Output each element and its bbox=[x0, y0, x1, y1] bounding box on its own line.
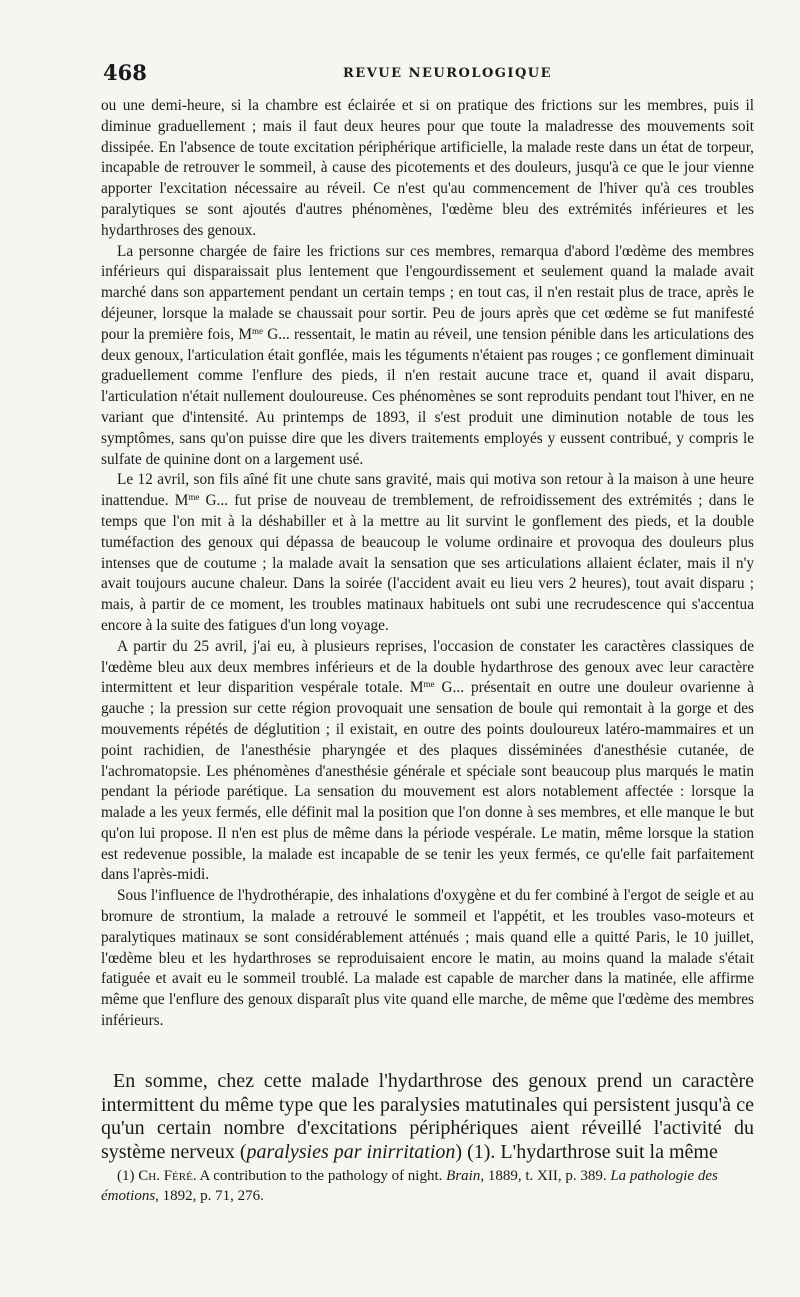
footnote-reference: (1) bbox=[467, 1140, 491, 1163]
summary-part-1: En somme, chez cette malade l'hydarthrose des genoux prend un caractère intermittent du même type que les paralysies matutinales qui persistent jusqu'à ce qu'un certain nombre d'excitations périphériques aient réveillé l'activité du système nerveux ( bbox=[101, 1070, 754, 1163]
footnote-journal-2: La pathologie des émotions bbox=[101, 1168, 718, 1204]
paragraph-2 bbox=[101, 242, 754, 471]
paragraph-1: ou une demi-heure, si la chambre est éclairée et si on pratique des frictions sur les membres, puis il diminue graduellement ; mais il faut deux heures pour que toute la maladresse des mouvements soit dissipée. En l'absence de toute excitation périphérique artificielle, la malade reste dans un état de torpeur, incapable de retrouver le sommeil, à cause des picotements et des douleurs, jusqu'à ce que le jour vienne apporter l'excitation nécessaire au réveil. Ce n'est qu'au commencement de l'hiver qu'à ces troubles paralytiques se sont ajoutés d'autres phénomènes, l'œdème bleu des extrémités inférieures et les hydarthroses des genoux. bbox=[101, 97, 754, 239]
summary-text bbox=[101, 1070, 754, 1164]
summary-italic-term: paralysies par inirritation bbox=[246, 1140, 456, 1163]
footnote-text-3: , 1892, p. 71, 276. bbox=[155, 1188, 264, 1204]
page-number: 468 bbox=[103, 60, 147, 85]
footnote-text-1: . A contribution to the pathology of night. bbox=[192, 1168, 447, 1184]
honorific-superscript: me bbox=[188, 492, 200, 503]
body-text bbox=[101, 96, 754, 1032]
footnote-marker: (1) bbox=[117, 1168, 139, 1184]
summary-part-3: . L'hydarthrose suit la même bbox=[490, 1140, 718, 1163]
summary-part-2: ) bbox=[455, 1140, 468, 1163]
paragraph-3 bbox=[101, 470, 754, 636]
running-title: REVUE NEUROLOGIQUE bbox=[343, 66, 553, 81]
paragraph-5: Sous l'influence de l'hydrothérapie, des inhalations d'oxygène et du fer combiné à l'ergot de seigle et au bromure de strontium, la malade a retrouvé le sommeil et l'appétit, et les troubles vaso-moteurs et paralytiques matinaux se sont considérablement atténués ; mais quand elle a quitté Paris, le 10 juillet, l'œdème bleu et les hydarthroses se reproduisaient encore le matin, au moins quand la malade s'était fatiguée et avait eu le sommeil troublé. La malade est capable de marcher dans la matinée, elle affirme même que l'enflure des genoux disparaît plus vite quand elle marche, de même que l'œdème des membres inférieurs. bbox=[101, 887, 754, 1030]
paragraph-3-part-2: G... fut prise de nouveau de tremblement, de refroidissement des extrémités ; dans le temps que l'on mit à la déshabiller et à la mettre au lit survint le gonflement des pieds, et la double tuméfaction des genoux qui dépassa de beaucoup le volume ordinaire et provoqua des douleurs plus intenses que de coutume ; la malade avait la sensation que ses articulations allaient éclater, mais il n'y avait toujours aucune chaleur. Dans la soirée (l'accident avait eu lieu vers 2 heures), tout avait disparu ; mais, à partir de ce moment, les troubles matinaux habituels ont subi une recrudescence qui s'accentua encore à la suite des fatigues d'un long voyage. bbox=[101, 492, 754, 634]
footnote bbox=[101, 1166, 754, 1206]
paragraph-4 bbox=[101, 637, 754, 887]
footnote-journal-1: Brain bbox=[446, 1168, 481, 1184]
honorific-superscript: me bbox=[423, 679, 435, 690]
paragraph-2-part-1: La personne chargée de faire les frictions sur ces membres, remarqua d'abord l'œdème des membres inférieurs qui disparaissait plus lentement que l'engourdissement et seulement quand la malade avait marché dans son appartement pendant un certain temps ; en tout cas, il n'en restait plus de trace, après le déjeuner, lorsque la malade se chaussait pour sortir. Peu de jours après que cet œdème se fut manifesté pour la première fois, M bbox=[101, 242, 754, 343]
paragraph-4-part-1: A partir du 25 avril, j'ai eu, à plusieurs reprises, l'occasion de constater les caractères classiques de l'œdème bleu aux deux membres inférieurs et de la double hydarthrose des genoux avec leur caractère intermittent et leur disparition vespérale totale. M bbox=[101, 637, 754, 697]
summary-paragraph bbox=[101, 1070, 754, 1164]
footnote-author: Ch. Féré bbox=[138, 1168, 193, 1184]
footnote-text-2: , 1889, t. XII, p. 389. bbox=[480, 1168, 611, 1184]
paragraph-3-part-1: Le 12 avril, son fils aîné fit une chute sans gravité, mais qui motiva son retour à la maison à une heure inattendue. M bbox=[101, 471, 754, 510]
paragraph-4-part-2: G... présentait en outre une douleur ovarienne à gauche ; la pression sur cette région provoquait une sensation de boule qui remontait à la gorge et des mouvements répétés de déglutition ; il existait, en outre des points douloureux latéro-mammaires et un point rachidien, de l'anesthésie pharyngée et des plaques disséminées d'anesthésie cutanée, de l'achromatopsie. Les phénomènes d'anesthésie générale et spéciale sont beaucoup plus marqués le matin pendant la période parétique. La sensation du mouvement est alors notablement affectée : lorsque la malade a les yeux fermés, elle définit mal la position que l'on donne à ses membres, et elle manque le but qu'on lui propose. Il n'en est plus de même dans la période vespérale. Le matin, même lorsque la station est redevenue possible, la malade est incapable de se tenir les yeux fermés, ce qu'elle fait parfaitement dans l'après-midi. bbox=[101, 679, 754, 884]
paragraph-2-part-2: G... ressentait, le matin au réveil, une tension pénible dans les articulations des deux genoux, l'articulation était gonflée, mais les téguments n'étaient pas rouges ; ce gonflement diminuait graduellement comme l'enflure des pieds, il n'en restait aucune trace et, quand il avait disparu, l'articulation n'était nullement douloureuse. Ces phénomènes se sont reproduits pendant tout l'hiver, en ne variant que d'intensité. Au printemps de 1893, il s'est produit une diminution notable de tous les symptômes, sans qu'on puisse dire que les divers traitements employés y eussent contribué, y compris le sulfate de quinine dont on a largement usé. bbox=[101, 325, 754, 468]
page-header bbox=[103, 60, 750, 88]
honorific-superscript: me bbox=[251, 325, 263, 336]
